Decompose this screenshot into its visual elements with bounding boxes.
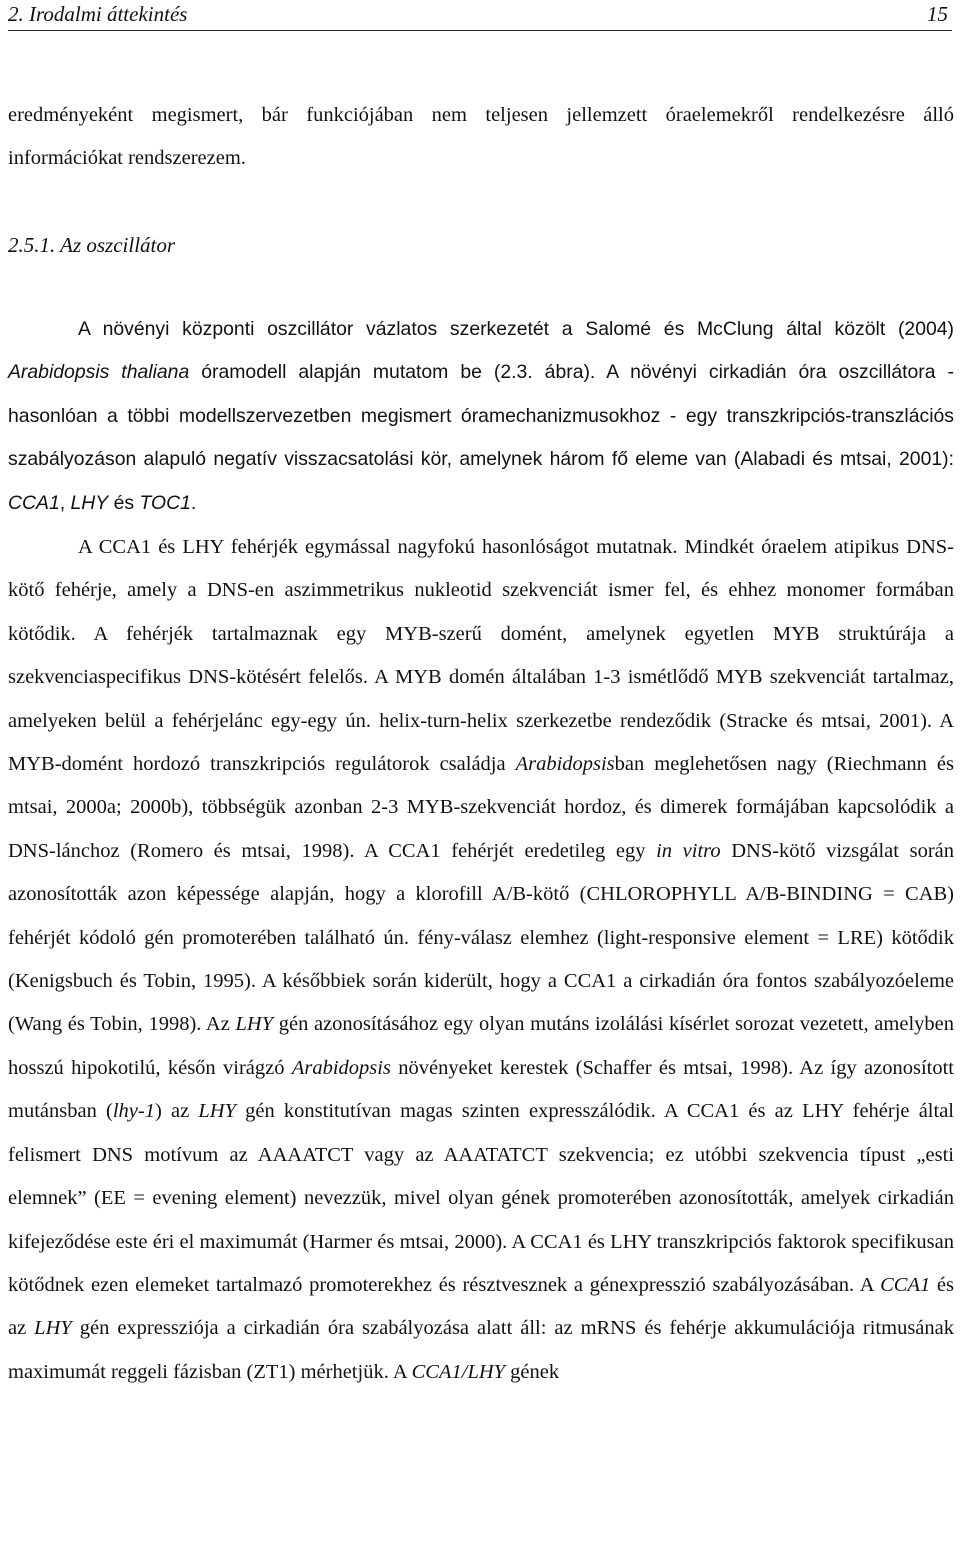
intro-text: eredményeként megismert, bár funkciójában nem teljesen jellemzett óraelemekről rendelkezésre álló információkat rendszerezem. [8, 104, 954, 170]
gene-toc1: TOC1 [139, 491, 191, 514]
para1-sep1: , [59, 491, 71, 514]
intro-paragraph [8, 94, 954, 181]
section-heading: 2.5.1. Az oszcillátor [8, 233, 176, 257]
para2-f: LHY [235, 1013, 274, 1036]
para2-o: és az [8, 1273, 954, 1340]
para2-c: ban meglehetősen nagy (Riechmann és mtsai, 2000a; 2000b), többségük azonban 2-3 MYB-szekvenciát hordoz, és dimerek formájában kapcsolódik a DNS-lánchoz (Romero és mtsai, 1998). A CCA1 fehérjét eredetileg egy [8, 753, 954, 862]
running-header [8, 0, 952, 31]
para2-b: Arabidopsis [515, 753, 615, 776]
para2-m: gén konstitutívan magas szinten expresszálódik. A CCA1 és az LHY fehérje által felismert DNS motívum az AAAATCT vagy az AAATATCT szekvencia; ez utóbbi szekvencia típust „esti elemnek” (EE = evening element) nevezzük, mivel olyan gének promoterében azonosították, amelyek cirkadián kifejeződése este éri el maximumát (Harmer és mtsai, 2000). A CCA1 és LHY transzkripciós faktorok specifikusan kötődnek ezen elemeket tartalmazó promoterekhez és résztvesznek a génexpresszió szabályozásában. A [8, 1100, 954, 1296]
para2-s: gének [505, 1360, 560, 1383]
para1-end: . [190, 491, 197, 514]
para1-s2a: A növényi cirkadián óra oszcillátora - hasonlóan a többi modellszervezetben megismert óramechanizmusokhoz - egy transzkripciós-transzlációs szabályozáson alapuló negatív visszacsatolási kör, amelynek három fő eleme van (Alabadi és mtsai, 2001): [8, 361, 954, 471]
para1-species: Arabidopsis thaliana [8, 361, 190, 384]
para1-sep2: és [108, 491, 140, 514]
para2-e: DNS-kötő vizsgálat során azonosították azon képessége alapján, hogy a klorofill A/B-kötő (CHLOROPHYLL A/B-BINDING = CAB) fehérjét kódoló gén promoterében található ún. fény-válasz elemhez (light-responsive element = LRE) kötődik (Kenigsbuch és Tobin, 1995). A későbbiek során kiderült, hogy a CCA1 a cirkadián óra fontos szabályozóeleme (Wang és Tobin, 1998). Az [8, 839, 954, 1036]
para2-k: ) az [154, 1100, 199, 1123]
para2-q: gén expressziója a cirkadián óra szabályozása alatt áll: az mRNS és fehérje akkumulációja ritmusának maximumát reggeli fázisban (ZT1) mérhetjük. A [8, 1317, 954, 1383]
para2-n: CCA1 [880, 1273, 931, 1296]
header-section-title: 2. Irodalmi áttekintés [8, 2, 188, 26]
para2-r: CCA1/LHY [411, 1360, 506, 1383]
para2-p: LHY [34, 1317, 72, 1340]
para1-s1c: óramodell alapján mutatom be (2.3. ábra). [189, 361, 596, 384]
para2-g: gén azonosításához egy olyan mutáns izolálási kísérlet sorozat vezetett, amelyben hosszú hipokotilú, későn virágzó [8, 1013, 954, 1079]
para2-j: lhy-1 [112, 1100, 155, 1123]
gene-cca1: CCA1 [8, 491, 60, 514]
para2-d: in vitro [656, 839, 721, 862]
cca1-lhy-paragraph [8, 526, 954, 1394]
page-number: 15 [927, 2, 948, 26]
gene-lhy: LHY [70, 491, 109, 514]
para2-h: Arabidopsis [291, 1056, 391, 1079]
para2-l: LHY [198, 1100, 236, 1123]
para2-a: A CCA1 és LHY fehérjék egymással nagyfokú hasonlóságot mutatnak. Mindkét óraelem atipikus DNS-kötő fehérje, amely a DNS-en aszimmetrikus nukleotid szekvenciát ismer fel, és ehhez monomer formában kötődik. A fehérjék tartalmaznak egy MYB-szerű domént, amelynek egyetlen MYB struktúrája a szekvenciaspecifikus DNS-kötésért felelős. A MYB domén általában 1-3 ismétlődő MYB szekvenciát tartalmaz, amelyeken belül a fehérjelánc egy-egy ún. helix-turn-helix szerkezetbe rendeződik (Stracke és mtsai, 2001). A MYB-domént hordozó transzkripciós regulátorok családja [8, 536, 954, 776]
para1-s1a: A növényi központi oszcillátor vázlatos szerkezetét a Salomé és McClung által közölt (2004) [78, 318, 954, 340]
para2-i: növényeket kerestek (Schaffer és mtsai, 1998). Az így azonosított mutánsban ( [8, 1056, 954, 1123]
oscillator-paragraph [8, 308, 954, 525]
